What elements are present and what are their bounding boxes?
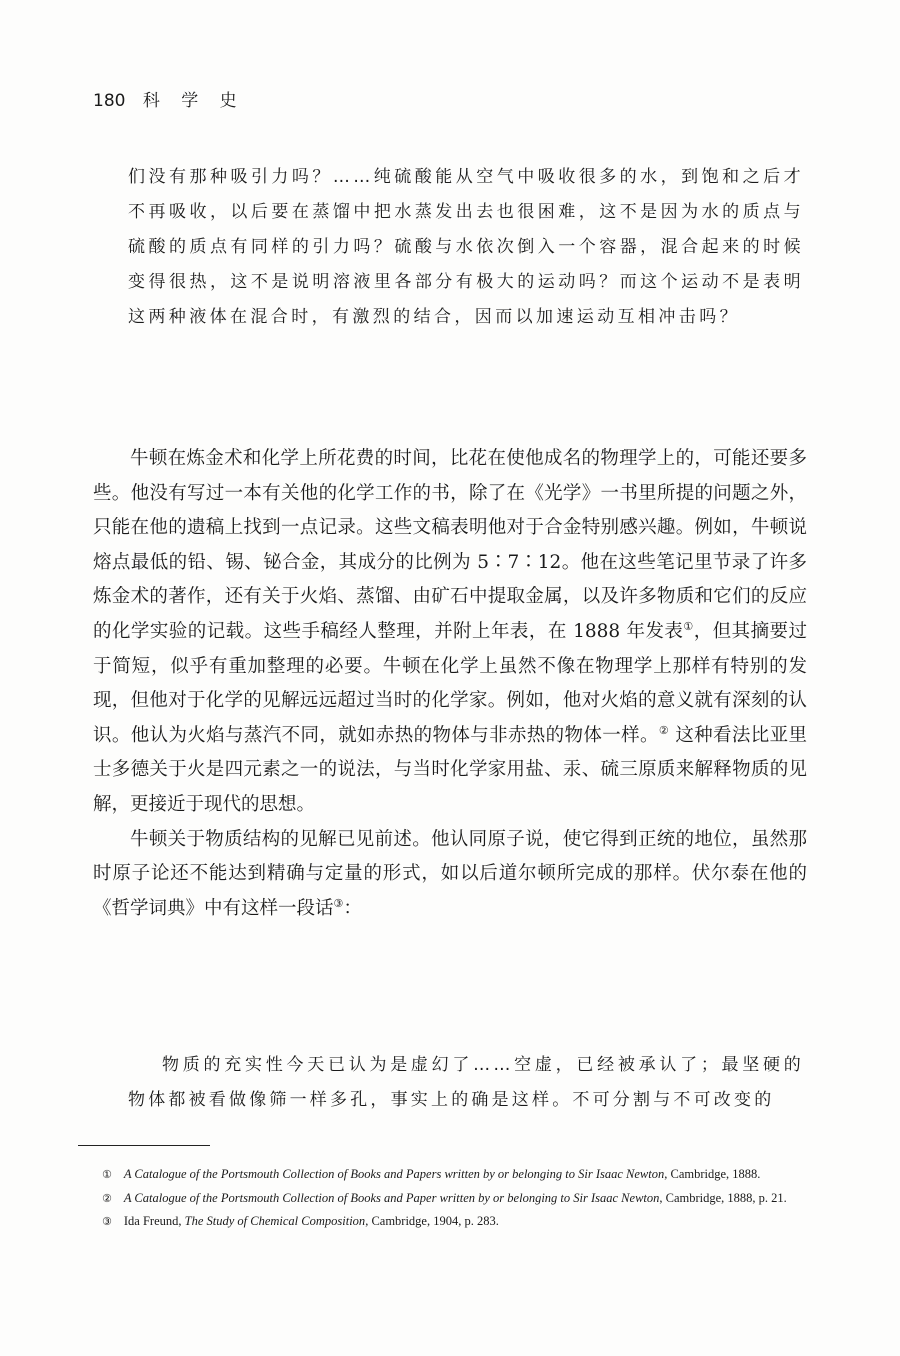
footnote-2	[78, 1187, 804, 1211]
footnote-title: A Catalogue of the Portsmouth Collection of Books and Paper written by or belonging to Sir Isaac Newton	[123, 1190, 660, 1205]
body-paragraph-newton-chemistry	[93, 442, 807, 823]
text-run: 牛顿在炼金术和化学上所花费的时间，比花在使他成名的物理学上的，可能还要多些。他没有写过一本有关他的化学工作的书，除了在《光学》一书里所提的问题之外，只能在他的遗稿上找到一点记录。这些文稿表明他对于合金特别感兴趣。例如，牛顿说熔点最低的铅、锡、铋合金，其成分的比例为 5∶7∶12。他在这些笔记里节录了许多炼金术的著作，还有关于火焰、蒸馏、由矿石中提取金属，以及许多物质和它们的反应的化学实验的记载。这些手稿经人整理，并附上年表，在 1888 年发表	[93, 448, 807, 642]
page-number: 180	[93, 91, 126, 111]
body-paragraph-matter-structure	[93, 823, 807, 927]
quote-paragraph: 物质的充实性今天已认为是虚幻了……空虚，已经被承认了；最坚硬的物体都被看做像筛一样多孔，事实上的确是这样。不可分割与不可改变的	[128, 1055, 804, 1110]
running-header	[93, 86, 245, 111]
text-run: 这种看法比亚里士多德关于火是四元素之一的说法，与当时化学家用盐、汞、硫三原质来解释物质的见解，更接近于现代的思想。	[93, 724, 807, 815]
footnote-author: Ida Freund,	[123, 1214, 185, 1228]
footnote-ref-3[interactable]: ③	[333, 896, 344, 910]
text-run: 牛顿关于物质结构的见解已见前述。他认同原子说，使它得到正统的地位，虽然那时原子论还不能达到精确与定量的形式，如以后道尔顿所完成的那样。伏尔泰在他的《哲学词典》中有这样一段话	[93, 828, 807, 919]
footnote-mark: ②	[102, 1191, 112, 1205]
footnote-rest: , Cambridge, 1888.	[664, 1167, 761, 1181]
running-title: 科 学 史	[142, 91, 245, 111]
footnote-mark: ①	[102, 1168, 112, 1181]
footnote-title: The Study of Chemical Composition	[184, 1214, 366, 1228]
footnote-divider	[78, 1145, 210, 1146]
footnote-rest: , Cambridge, 1888, p. 21.	[659, 1190, 787, 1205]
footnote-title: A Catalogue of the Portsmouth Collection of Books and Papers written by or belonging to Sir Isaac Newton	[123, 1167, 665, 1181]
footnote-ref-1[interactable]: ①	[683, 619, 694, 633]
footnote-rest: , Cambridge, 1904, p. 283.	[365, 1214, 499, 1228]
quote-paragraph: 们没有那种吸引力吗？……纯硫酸能从空气中吸收很多的水，到饱和之后才不再吸收，以后要在蒸馏中把水蒸发出去也很困难，这不是因为水的质点与硫酸的质点有同样的引力吗？硫酸与水依次倒入一个容器，混合起来的时候变得很热，这不是说明溶液里各部分有极大的运动吗？而这个运动不是表明这两种液体在混合时，有激烈的结合，因而以加速运动互相冲击吗？	[128, 167, 804, 327]
footnote-3	[78, 1210, 804, 1234]
text-run: ：	[343, 897, 362, 919]
block-quote-voltaire	[128, 1048, 804, 1118]
footnotes	[78, 1163, 804, 1234]
footnote-ref-2[interactable]: ②	[658, 723, 670, 737]
body-text	[93, 442, 807, 926]
block-quote-sulfuric-acid	[128, 160, 804, 335]
footnote-1	[78, 1163, 804, 1187]
text-run: ，但其摘要过于简短，似乎有重加整理的必要。牛顿在化学上虽然不像在物理学上那样有特别的发现，但他对于化学的见解远远超过当时的化学家。例如，他对火焰的意义就有深刻的认识。他认为火焰与蒸汽不同，就如赤热的物体与非赤热的物体一样。	[93, 620, 807, 746]
footnote-mark: ③	[102, 1215, 112, 1228]
